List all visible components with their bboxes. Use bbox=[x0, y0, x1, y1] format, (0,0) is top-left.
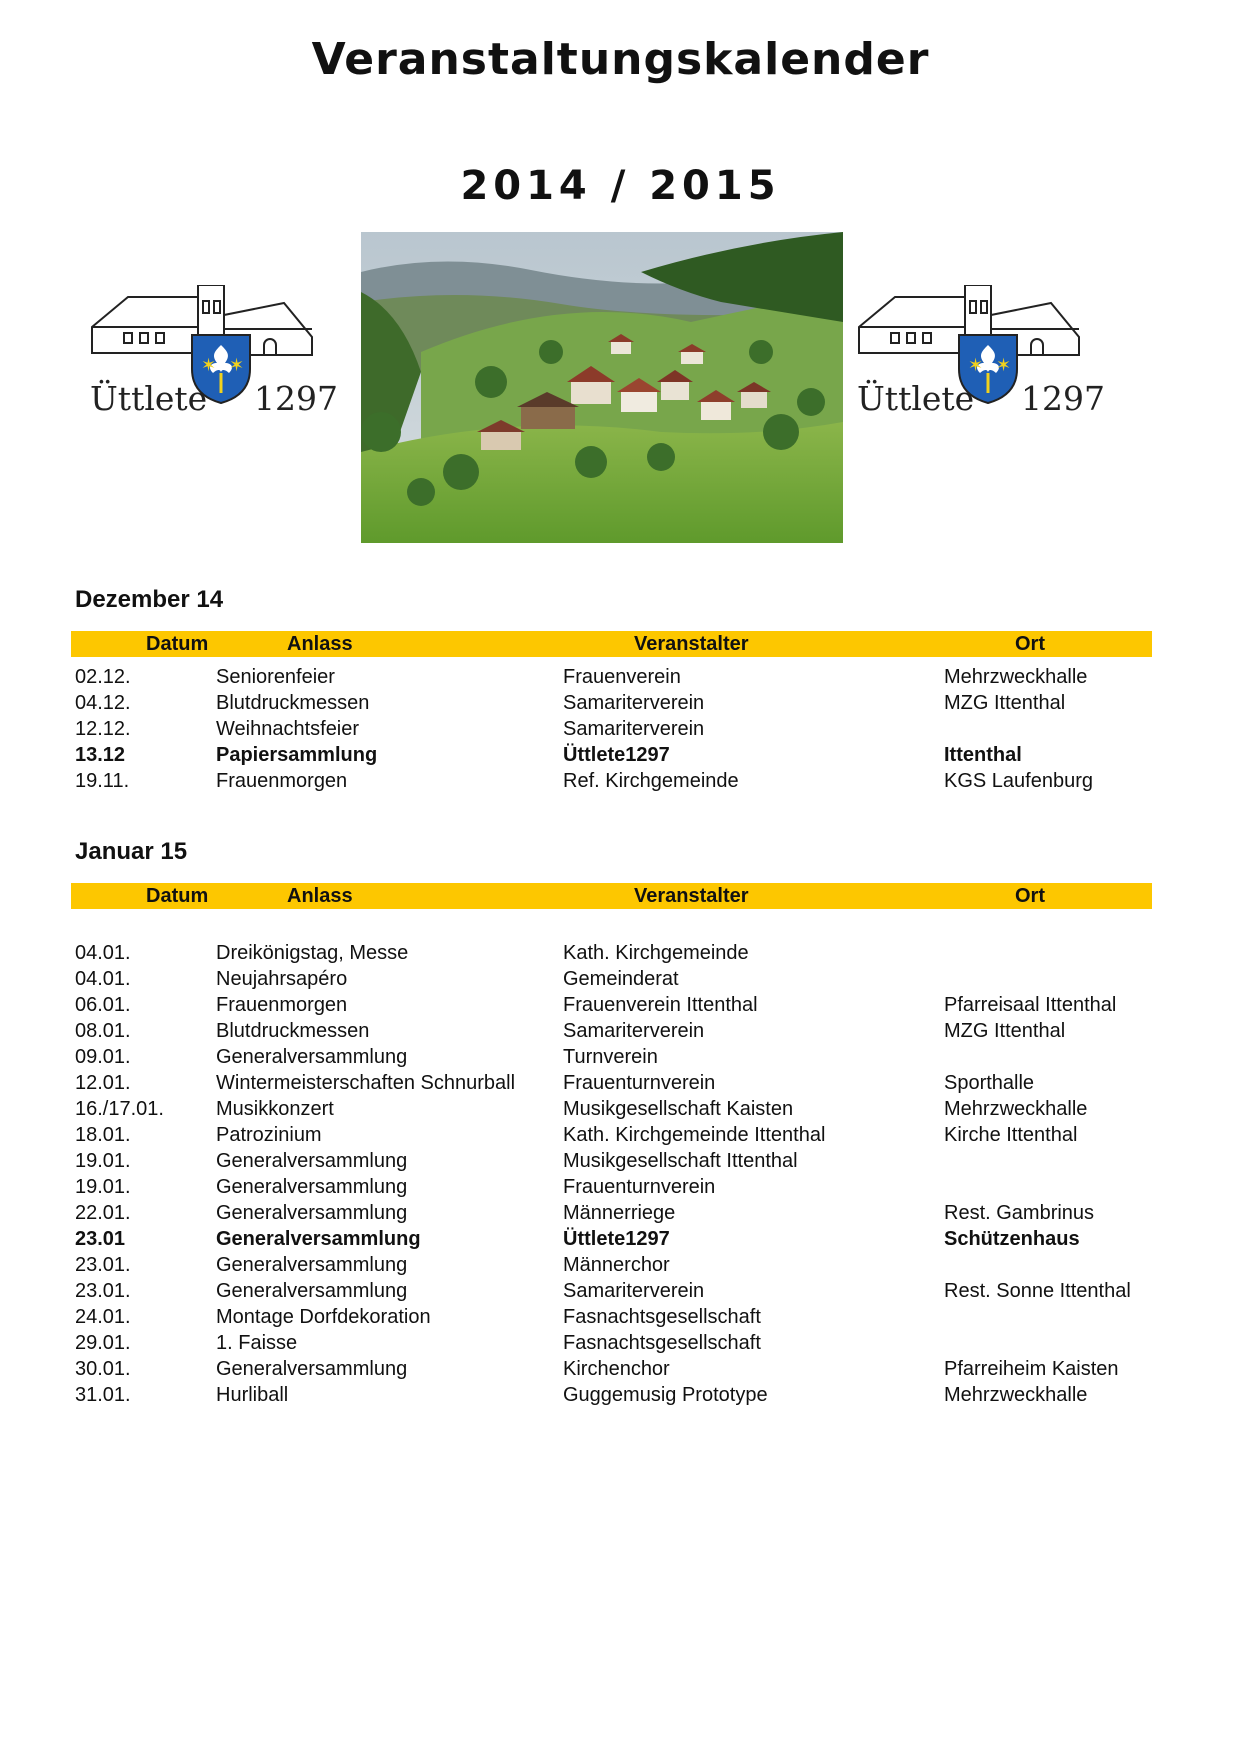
cell-veranstalter: Frauenverein Ittenthal bbox=[563, 994, 758, 1016]
cell-datum: 24.01. bbox=[75, 1306, 131, 1328]
cell-anlass: Frauenmorgen bbox=[216, 994, 348, 1016]
page-title: Veranstaltungskalender bbox=[311, 34, 930, 85]
cell-anlass: Patrozinium bbox=[216, 1124, 322, 1146]
cell-datum: 29.01. bbox=[75, 1332, 131, 1354]
table-row bbox=[0, 1306, 1241, 1332]
cell-anlass: Generalversammlung bbox=[216, 1358, 408, 1380]
cell-anlass: Papiersammlung bbox=[216, 744, 378, 766]
cell-anlass: Weihnachtsfeier bbox=[216, 718, 360, 740]
column-header-ort: Ort bbox=[1015, 633, 1045, 655]
cell-anlass: Seniorenfeier bbox=[216, 666, 335, 688]
cell-veranstalter: Samariterverein bbox=[563, 1280, 705, 1302]
cell-ort: MZG Ittenthal bbox=[944, 692, 1066, 714]
cell-anlass: 1. Faisse bbox=[216, 1332, 298, 1354]
table-row bbox=[0, 666, 1241, 692]
table-row bbox=[0, 942, 1241, 968]
cell-anlass: Frauenmorgen bbox=[216, 770, 348, 792]
cell-datum: 30.01. bbox=[75, 1358, 131, 1380]
cell-datum: 23.01 bbox=[75, 1228, 126, 1250]
cell-ort: MZG Ittenthal bbox=[944, 1020, 1066, 1042]
event-list-januar bbox=[0, 942, 1241, 1410]
cell-anlass: Hurliball bbox=[216, 1384, 289, 1406]
cell-anlass: Generalversammlung bbox=[216, 1176, 408, 1198]
column-header-datum: Datum bbox=[146, 633, 209, 655]
cell-veranstalter: Frauenturnverein bbox=[563, 1072, 716, 1094]
column-header-anlass: Anlass bbox=[287, 633, 353, 655]
table-row bbox=[0, 1098, 1241, 1124]
cell-veranstalter: Kath. Kirchgemeinde bbox=[563, 942, 749, 964]
cell-ort: Ittenthal bbox=[944, 744, 1022, 766]
table-row bbox=[0, 1254, 1241, 1280]
cell-datum: 04.12. bbox=[75, 692, 131, 714]
cell-veranstalter: Üttlete1297 bbox=[563, 744, 670, 766]
svg-text:✶: ✶ bbox=[201, 355, 217, 375]
cell-datum: 19.01. bbox=[75, 1150, 131, 1172]
table-row bbox=[0, 1150, 1241, 1176]
cell-ort: Mehrzweckhalle bbox=[944, 1098, 1088, 1120]
cell-datum: 09.01. bbox=[75, 1046, 131, 1068]
cell-ort: KGS Laufenburg bbox=[944, 770, 1093, 792]
table-row bbox=[0, 744, 1241, 770]
cell-datum: 04.01. bbox=[75, 942, 131, 964]
cell-veranstalter: Männerriege bbox=[563, 1202, 676, 1224]
cell-veranstalter: Kirchenchor bbox=[563, 1358, 670, 1380]
cell-veranstalter: Turnverein bbox=[563, 1046, 658, 1068]
cell-datum: 12.12. bbox=[75, 718, 131, 740]
table-row bbox=[0, 1176, 1241, 1202]
cell-datum: 04.01. bbox=[75, 968, 131, 990]
cell-datum: 18.01. bbox=[75, 1124, 131, 1146]
column-header-veranstalter: Veranstalter bbox=[634, 885, 749, 907]
table-row bbox=[0, 1072, 1241, 1098]
cell-anlass: Generalversammlung bbox=[216, 1202, 408, 1224]
logo-name: Üttlete bbox=[90, 379, 208, 418]
cell-ort: Pfarreisaal Ittenthal bbox=[944, 994, 1117, 1016]
cell-datum: 22.01. bbox=[75, 1202, 131, 1224]
table-row bbox=[0, 994, 1241, 1020]
table-row bbox=[0, 770, 1241, 796]
table-row bbox=[0, 1358, 1241, 1384]
cell-anlass: Neujahrsapéro bbox=[216, 968, 348, 990]
table-row bbox=[0, 1280, 1241, 1306]
cell-ort: Mehrzweckhalle bbox=[944, 1384, 1088, 1406]
cell-ort: Rest. Gambrinus bbox=[944, 1202, 1095, 1224]
svg-text:✶: ✶ bbox=[996, 355, 1012, 375]
cell-veranstalter: Musikgesellschaft Ittenthal bbox=[563, 1150, 798, 1172]
village-landscape-photo bbox=[361, 232, 843, 543]
cell-anlass: Musikkonzert bbox=[216, 1098, 334, 1120]
cell-veranstalter: Frauenverein bbox=[563, 666, 681, 688]
village-logo-right bbox=[855, 285, 1115, 435]
cell-anlass: Blutdruckmessen bbox=[216, 1020, 370, 1042]
cell-veranstalter: Üttlete1297 bbox=[563, 1228, 670, 1250]
cell-datum: 02.12. bbox=[75, 666, 131, 688]
cell-ort: Schützenhaus bbox=[944, 1228, 1080, 1250]
table-row bbox=[0, 1228, 1241, 1254]
logo-year: 1297 bbox=[254, 379, 338, 418]
cell-veranstalter: Musikgesellschaft Kaisten bbox=[563, 1098, 794, 1120]
table-row bbox=[0, 718, 1241, 744]
table-row bbox=[0, 1124, 1241, 1150]
cell-datum: 23.01. bbox=[75, 1254, 131, 1276]
cell-veranstalter: Samariterverein bbox=[563, 718, 705, 740]
cell-anlass: Dreikönigstag, Messe bbox=[216, 942, 409, 964]
cell-ort: Pfarreiheim Kaisten bbox=[944, 1358, 1119, 1380]
cell-veranstalter: Samariterverein bbox=[563, 692, 705, 714]
cell-anlass: Generalversammlung bbox=[216, 1254, 408, 1276]
village-logo-left bbox=[88, 285, 348, 435]
column-header-datum: Datum bbox=[146, 885, 209, 907]
cell-veranstalter: Fasnachtsgesellschaft bbox=[563, 1332, 761, 1354]
cell-veranstalter: Kath. Kirchgemeinde Ittenthal bbox=[563, 1124, 826, 1146]
event-list-dezember bbox=[0, 666, 1241, 796]
table-row bbox=[0, 1384, 1241, 1410]
cell-anlass: Generalversammlung bbox=[216, 1228, 421, 1250]
table-row bbox=[0, 692, 1241, 718]
section-title-januar: Januar 15 bbox=[75, 838, 188, 865]
cell-veranstalter: Guggemusig Prototype bbox=[563, 1384, 768, 1406]
column-header-anlass: Anlass bbox=[287, 885, 353, 907]
table-header-dezember bbox=[71, 631, 1152, 657]
cell-datum: 13.12 bbox=[75, 744, 126, 766]
table-row bbox=[0, 1046, 1241, 1072]
cell-veranstalter: Fasnachtsgesellschaft bbox=[563, 1306, 761, 1328]
cell-datum: 06.01. bbox=[75, 994, 131, 1016]
table-header-januar bbox=[71, 883, 1152, 909]
svg-text:✶: ✶ bbox=[229, 355, 245, 375]
svg-text:✶: ✶ bbox=[968, 355, 984, 375]
table-row bbox=[0, 1202, 1241, 1228]
cell-datum: 23.01. bbox=[75, 1280, 131, 1302]
section-title-dezember: Dezember 14 bbox=[75, 586, 224, 613]
season-year: 2014 / 2015 bbox=[460, 163, 781, 209]
cell-anlass: Blutdruckmessen bbox=[216, 692, 370, 714]
column-header-ort: Ort bbox=[1015, 885, 1045, 907]
cell-veranstalter: Frauenturnverein bbox=[563, 1176, 716, 1198]
cell-datum: 16./17.01. bbox=[75, 1098, 164, 1120]
logo-name: Üttlete bbox=[857, 379, 975, 418]
table-row bbox=[0, 968, 1241, 994]
cell-anlass: Generalversammlung bbox=[216, 1280, 408, 1302]
cell-datum: 19.01. bbox=[75, 1176, 131, 1198]
cell-veranstalter: Männerchor bbox=[563, 1254, 670, 1276]
cell-anlass: Wintermeisterschaften Schnurball bbox=[216, 1072, 516, 1094]
cell-anlass: Generalversammlung bbox=[216, 1150, 408, 1172]
cell-veranstalter: Ref. Kirchgemeinde bbox=[563, 770, 739, 792]
cell-ort: Mehrzweckhalle bbox=[944, 666, 1088, 688]
cell-anlass: Generalversammlung bbox=[216, 1046, 408, 1068]
table-row bbox=[0, 1332, 1241, 1358]
cell-veranstalter: Gemeinderat bbox=[563, 968, 679, 990]
cell-datum: 19.11. bbox=[75, 770, 130, 792]
cell-veranstalter: Samariterverein bbox=[563, 1020, 705, 1042]
cell-ort: Rest. Sonne Ittenthal bbox=[944, 1280, 1131, 1302]
cell-ort: Kirche Ittenthal bbox=[944, 1124, 1078, 1146]
logo-year: 1297 bbox=[1021, 379, 1105, 418]
cell-datum: 08.01. bbox=[75, 1020, 131, 1042]
cell-datum: 31.01. bbox=[75, 1384, 131, 1406]
cell-datum: 12.01. bbox=[75, 1072, 131, 1094]
table-row bbox=[0, 1020, 1241, 1046]
column-header-veranstalter: Veranstalter bbox=[634, 633, 749, 655]
cell-anlass: Montage Dorfdekoration bbox=[216, 1306, 431, 1328]
cell-ort: Sporthalle bbox=[944, 1072, 1035, 1094]
